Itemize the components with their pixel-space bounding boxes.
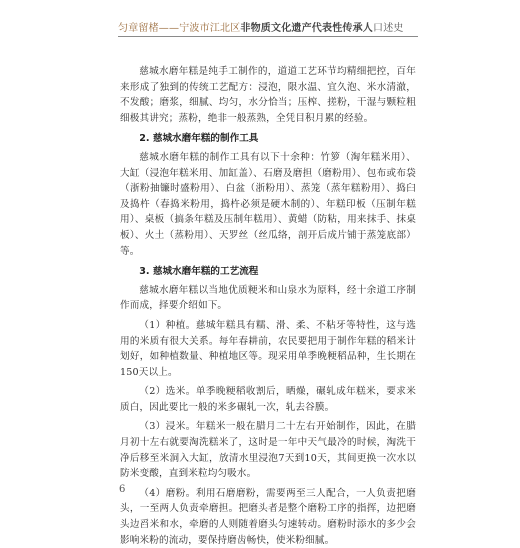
running-header: [118, 19, 404, 34]
paragraph-tools: 慈城水磨年糕的制作工具有以下十余种：竹箩（淘年糕米用）、大缸（浸泡年糕米用、加缸盖）、石磨及磨担（磨粉用）、包布或布袋（浙粉抽镰时盛粉用）、白盆（浙粉用）、蒸笼（蒸年糕粉用）、捣臼及捣杵（春捣米粉用，捣杵必须是硬木制的）、年糕印板（压制年糕用）、桌板（搞条年糕及压制年糕用）、黄蜡（防粘，用来抹手、抹桌板）、火土（蒸粉用）、天罗丝（丝瓜络，剖开后成片铺于蒸笼底部）等。: [120, 151, 416, 257]
section-heading-tools: 2. 慈城水磨年糕的制作工具: [139, 133, 259, 145]
paragraph-step-grinding: （4）磨粉。利用石磨磨粉，需要两至三人配合，一人负责把磨头，一至两人负责牵磨担。把磨头者是整个磨粉工序的指挥，边把磨头边舀米和水，牵磨的人则随着磨头匀速转动。磨粉时添水的多少会影响米粉的流动，要保持磨齿畅快，使米粉细腻。: [120, 487, 416, 546]
section-heading-process: 3. 慈城水磨年糕的工艺流程: [139, 266, 259, 278]
paragraph-process-summary: 慈城水磨年糕是纯手工制作的，道道工艺环节均精细把控，百年来形成了独到的传统工艺配方：浸泡，限水温、宜久泡、米水清澈，不发酸；磨浆，细腻、均匀，水分恰当；压榨、搓粉，干湿与颗粒粗细极其讲究；蒸粉，绝非一般蒸熟，全凭目积月累的经验。: [120, 66, 416, 124]
paragraph-step-planting: （1）种植。慈城年糕具有糯、滑、柔、不粘牙等特性，这与选用的米质有很大关系。每年春耕前，农民要把用于制作年糕的稻米计划好，如种植数量、种植地区等。现采用单季晚粳稻品种，生长期在150天以上。: [120, 319, 416, 378]
paragraph-step-soaking: （3）浸米。年糕米一般在腊月二十左右开始制作，因此，在腊月初十左右就要淘洗糕米了，这时是一年中天气最冷的时候，淘洗干净后移至米洞入大缸，放清水里浸泡7天到10天，其间更换一次水以防米变酸，直到米粒均匀吸水。: [120, 421, 416, 480]
body-text: [120, 64, 416, 548]
paragraph-process-intro: 慈城水磨年糕以当地优质粳米和山泉水为原料，经十余道工序制作而成，择要介绍如下。: [120, 284, 416, 312]
paragraph-step-selecting: （2）选米。单季晚粳稻收割后，晒燥，碾轧成年糕米，要求米质白，因此要比一般的米多碾轧一次，轧去谷膜。: [120, 386, 416, 413]
header-rule: [118, 36, 418, 37]
header-suffix: 口述史: [373, 23, 404, 34]
header-bold-title: 非物质文化遗产代表性传承人: [240, 23, 374, 34]
page-number: 6: [119, 484, 126, 495]
header-prefix: 匀章留楮——宁波市江北区: [118, 23, 241, 34]
